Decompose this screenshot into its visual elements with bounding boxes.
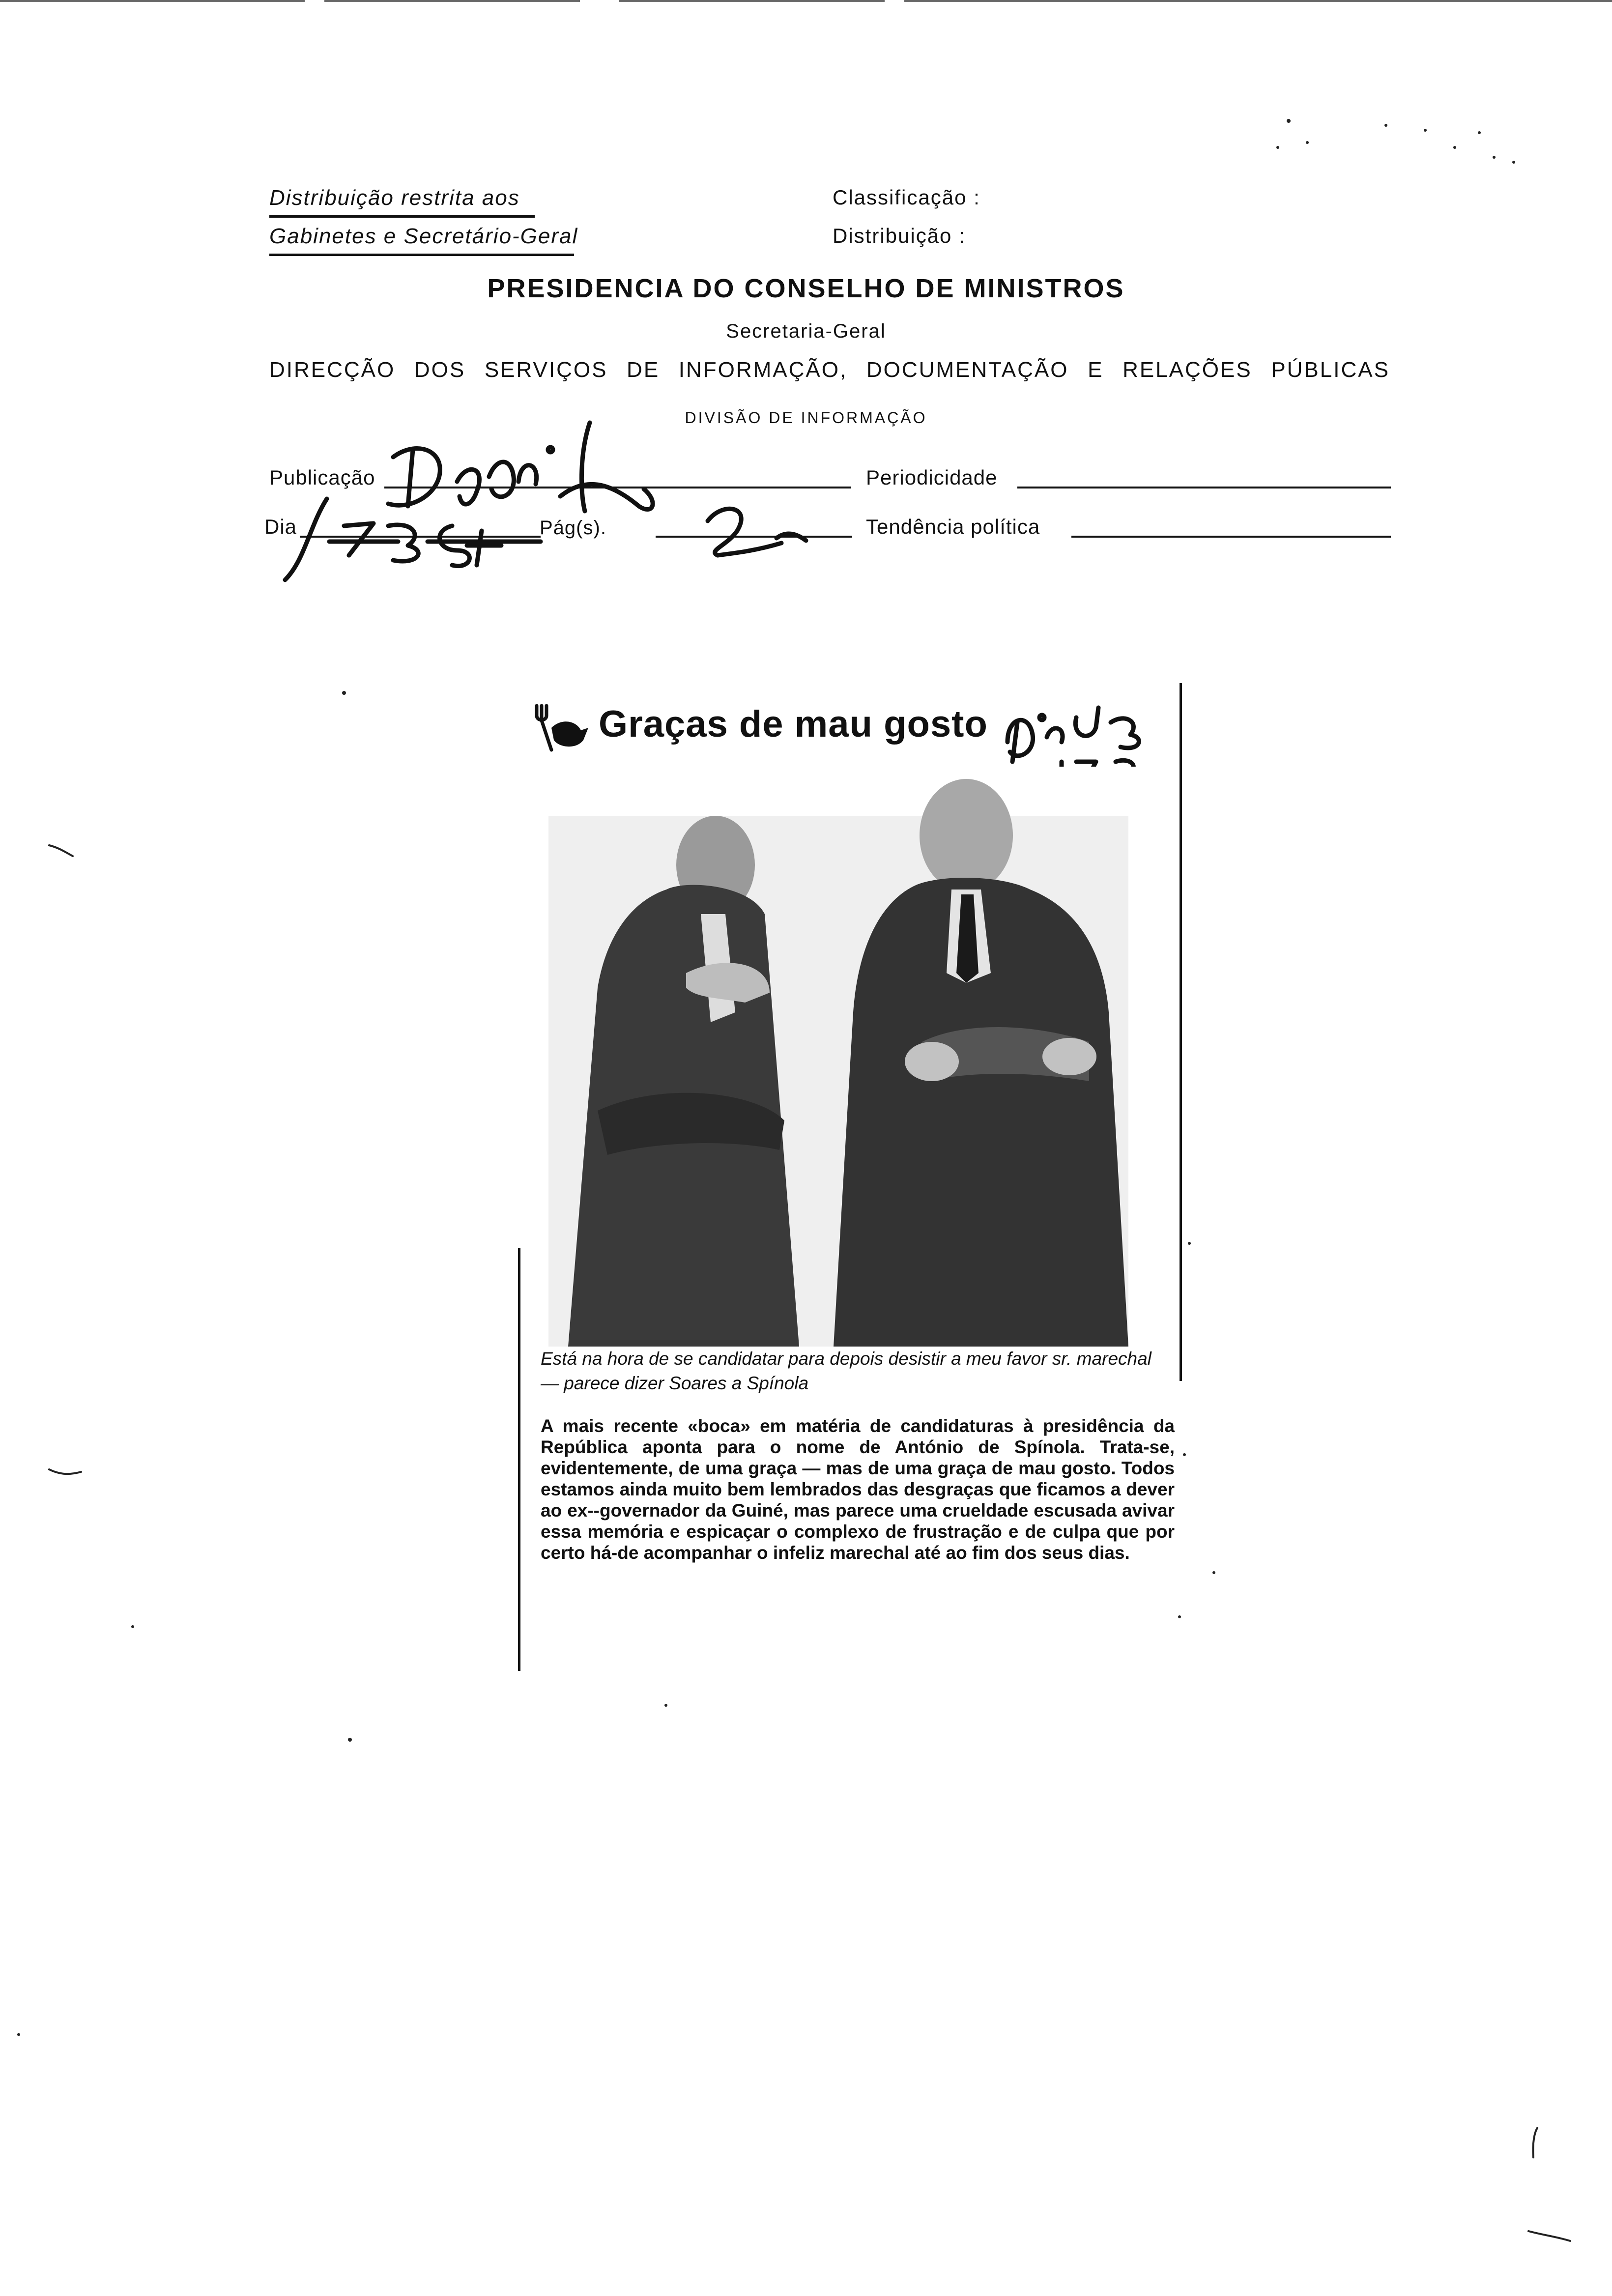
dia-label: Dia	[264, 515, 297, 538]
clipping-left-rule	[518, 1248, 520, 1671]
devil-trident-icon	[532, 701, 591, 755]
direccao-word: E	[1088, 358, 1104, 382]
classificacao-label: Classificação :	[833, 186, 980, 209]
clipping-right-rule	[1180, 683, 1182, 1381]
direccao-word: PÚBLICAS	[1271, 358, 1390, 382]
photo-caption: Está na hora de se candidatar para depois desistir a meu favor sr. marechal — parece dizer Soares a Spínola	[541, 1349, 1151, 1393]
secretaria-geral: Secretaria-Geral	[726, 320, 886, 342]
direccao-word: INFORMAÇÃO,	[678, 358, 848, 382]
direccao-word: DE	[627, 358, 660, 382]
direccao-word: DOS	[414, 358, 466, 382]
periodicidade-label: Periodicidade	[866, 466, 998, 489]
pags-label: Pág(s).	[540, 517, 606, 539]
publicacao-label: Publicação	[269, 466, 375, 489]
presidencia-title: PRESIDENCIA DO CONSELHO DE MINISTROS	[487, 274, 1125, 303]
distribution-line-1: Distribuição restrita aos	[269, 186, 520, 210]
direccao-word: SERVIÇOS	[484, 358, 608, 382]
direccao-word: RELAÇÕES	[1123, 358, 1252, 382]
distribution-line-2: Gabinetes e Secretário-Geral	[269, 224, 578, 248]
clipping-title: Graças de mau gosto	[599, 703, 988, 745]
distribuicao-label: Distribuição :	[833, 224, 966, 247]
direccao-word: DIRECÇÃO	[269, 358, 396, 382]
photo-soares-spinola	[539, 767, 1178, 1347]
divisao-informacao: DIVISÃO DE INFORMAÇÃO	[685, 409, 927, 427]
direccao-word: DOCUMENTAÇÃO	[866, 358, 1069, 382]
tendencia-label: Tendência política	[866, 515, 1040, 538]
clipping-body: A mais recente «boca» em matéria de candidaturas à presidência da República aponta para o nome de António de Spínola. Trata-se, evidentemente, de uma graça — mas de uma graça de mau gosto. Todos estamos ainda muito bem lembrados das desgraças que ficamos a dever ao ex--governador da Guiné, mas parece uma crueldade escusada avivar essa memória e espicaçar o complexo de frustração e de culpa que por certo há-de acompanhar o infeliz marechal até ao fim dos seus dias.	[541, 1416, 1175, 1563]
